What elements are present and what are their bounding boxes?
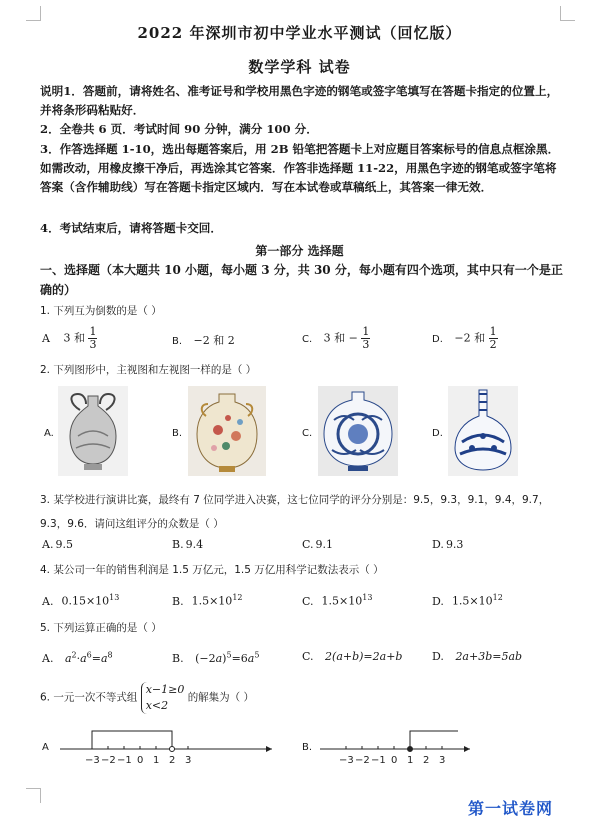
question-4-option-c[interactable] [302, 593, 372, 608]
option-text: 1.5×10 [321, 594, 363, 608]
option-label: D. [432, 594, 444, 608]
option-text: 9.1 [315, 538, 334, 551]
question-1-option-d[interactable] [432, 326, 498, 351]
option-text: 3 和 [63, 331, 85, 345]
option-text: 9.3 [445, 538, 464, 551]
option-label: B. [172, 538, 184, 551]
option-expression: $a^2\cdot a^6=a^8$ [64, 650, 113, 665]
tick-label: 2 [423, 755, 430, 766]
fraction: $\frac{1}{3}$ [89, 325, 97, 351]
part-heading: 第一部分 选择题 [255, 244, 344, 258]
question-6-prefix: 6. 一元一次不等式组 [40, 691, 138, 704]
option-label: D. [432, 538, 444, 551]
tick-label: 3 [439, 755, 446, 766]
question-3-stem: 3. 某学校进行演讲比赛，最终有 7 位同学进入决赛，这七位同学的评分分别是：9.5，9.3，9.1，9.4，9.7，9.3，9.6．请问这组评分的众数是（ ） [40, 494, 550, 530]
question-3-option-d[interactable] [432, 538, 463, 551]
note-1: 说明1．答题前，请将姓名、准考证号和学校用黑色字迹的钢笔或签字笔填写在答题卡指定的位置上，并将条形码粘贴好． [40, 84, 559, 117]
question-5-option-c[interactable] [302, 650, 402, 663]
question-6-stem [40, 682, 570, 714]
closed-endpoint [408, 747, 413, 752]
option-text: 0.15×10 [61, 594, 110, 608]
option-label: C. [302, 333, 313, 345]
question-3-option-c[interactable] [302, 538, 333, 551]
option-label: C. [302, 538, 314, 551]
question-5-option-a[interactable] [42, 650, 113, 665]
question-4-option-d[interactable] [432, 593, 503, 608]
question-3-option-a[interactable] [42, 538, 73, 551]
question-1-option-b[interactable] [172, 332, 235, 348]
option-label: C. [302, 650, 314, 663]
option-label: D. [432, 650, 444, 663]
tick-label: −2 [101, 755, 116, 766]
option-expression: 2(a+b)=2a+b [325, 650, 403, 663]
option-label: B. [172, 336, 183, 347]
option-label: A [42, 331, 50, 345]
question-5-option-b[interactable] [172, 650, 259, 665]
question-4-option-b[interactable] [172, 593, 243, 608]
tick-label: 3 [185, 755, 192, 766]
option-label: B. [172, 594, 184, 608]
option-label: A. [42, 594, 54, 608]
number-line-b[interactable] [318, 725, 478, 775]
option-text: −2 和 [454, 331, 486, 345]
option-text: 1.5×10 [451, 594, 493, 608]
vase-image-d[interactable] [448, 386, 518, 476]
question-1-option-a[interactable] [42, 326, 97, 351]
tick-label: 2 [169, 755, 176, 766]
tick-label: −3 [339, 755, 354, 766]
note-4: 4．考试结束后，请将答题卡交回． [40, 221, 222, 235]
tick-label: 1 [153, 755, 160, 766]
inequality-system [141, 682, 185, 714]
solution-bracket [410, 731, 458, 749]
exponent: 12 [232, 593, 243, 602]
exam-subtitle: 数学学科 试卷 [248, 58, 351, 76]
inequality-2: x<2 [145, 699, 169, 712]
note-2: 2．全卷共 6 页．考试时间 90 分钟，满分 100 分． [40, 122, 318, 136]
question-1-stem: 1. 下列互为倒数的是（ ） [40, 305, 162, 317]
tick-label: −3 [85, 755, 100, 766]
tick-label: 0 [137, 755, 144, 766]
option-text: −2 和 2 [193, 334, 235, 347]
question-5-option-d[interactable] [432, 650, 522, 663]
option-label: C. [302, 594, 314, 608]
inequality-1: x−1≥0 [145, 683, 185, 696]
exponent: 13 [362, 593, 373, 602]
vase-image-a[interactable] [58, 386, 128, 476]
option-label: A. [42, 651, 54, 665]
crop-mark-bottom-left [26, 788, 41, 803]
vase-image-c[interactable] [318, 386, 398, 476]
option-text: 9.4 [185, 538, 204, 551]
fraction: $\frac{1}{3}$ [362, 325, 370, 351]
option-expression: 2a+3b=5ab [455, 650, 523, 663]
exponent: 12 [492, 593, 503, 602]
question-2-label-d[interactable]: D. [432, 428, 443, 439]
number-line-a[interactable] [58, 725, 278, 775]
question-2-label-a[interactable]: A. [44, 428, 54, 439]
tick-label: −1 [117, 755, 132, 766]
question-2-label-b[interactable]: B. [172, 428, 183, 439]
option-text: 3 和 − [323, 331, 358, 345]
tick-label: −2 [355, 755, 370, 766]
exponent: 13 [109, 593, 120, 602]
question-6-suffix: 的解集为（ ） [187, 691, 255, 704]
question-5-stem: 5. 下列运算正确的是（ ） [40, 622, 162, 634]
question-4-stem: 4. 某公司一年的销售利润是 1.5 万亿元，1.5 万亿用科学记数法表示（ ） [40, 564, 384, 576]
tick-label: 1 [407, 755, 414, 766]
crop-mark-top-left [26, 6, 41, 21]
option-label: A. [42, 538, 54, 551]
option-label: B. [172, 651, 184, 665]
tick-label: 0 [391, 755, 398, 766]
option-text: 9.5 [55, 538, 73, 551]
solution-bracket [92, 731, 172, 749]
question-6-label-a[interactable]: A [42, 742, 49, 753]
question-2-label-c[interactable]: C. [302, 428, 313, 439]
watermark-text: 第一试卷网 [468, 799, 554, 818]
question-4-option-a[interactable] [42, 593, 119, 608]
vase-image-b[interactable] [188, 386, 266, 476]
option-text: 1.5×10 [191, 594, 233, 608]
tick-label: −1 [371, 755, 386, 766]
option-label: D. [432, 333, 443, 345]
question-1-option-c[interactable] [302, 326, 370, 351]
note-3: 3．作答选择题 1-10，选出每题答案后，用 2B 铅笔把答题卡上对应题目答案标号的信息点框涂黑．如需改动，用橡皮擦干净后，再选涂其它答案．作答非选择题 11-22，用黑色字迹的钢笔或签字笔将答案（含作辅助线）写在答题卡指定区域内．写在本试卷或草稿纸上，其答案一律无效． [40, 142, 560, 194]
exam-title: 2022 年深圳市初中学业水平测试（回忆版） [137, 24, 462, 42]
question-6-label-b[interactable]: B. [302, 742, 313, 753]
closed-endpoint [170, 747, 175, 752]
question-2-stem: 2. 下列图形中，主视图和左视图一样的是（ ） [40, 364, 257, 376]
question-3-option-b[interactable] [172, 538, 203, 551]
option-expression: $(-2a)^5=6a^5$ [195, 650, 260, 665]
crop-mark-top-right [560, 6, 575, 21]
fraction: $\frac{1}{2}$ [489, 325, 497, 351]
section-heading: 一、选择题（本大题共 10 小题，每小题 3 分，共 30 分，每小题有四个选项，其中只有一个是正确的） [40, 263, 563, 297]
